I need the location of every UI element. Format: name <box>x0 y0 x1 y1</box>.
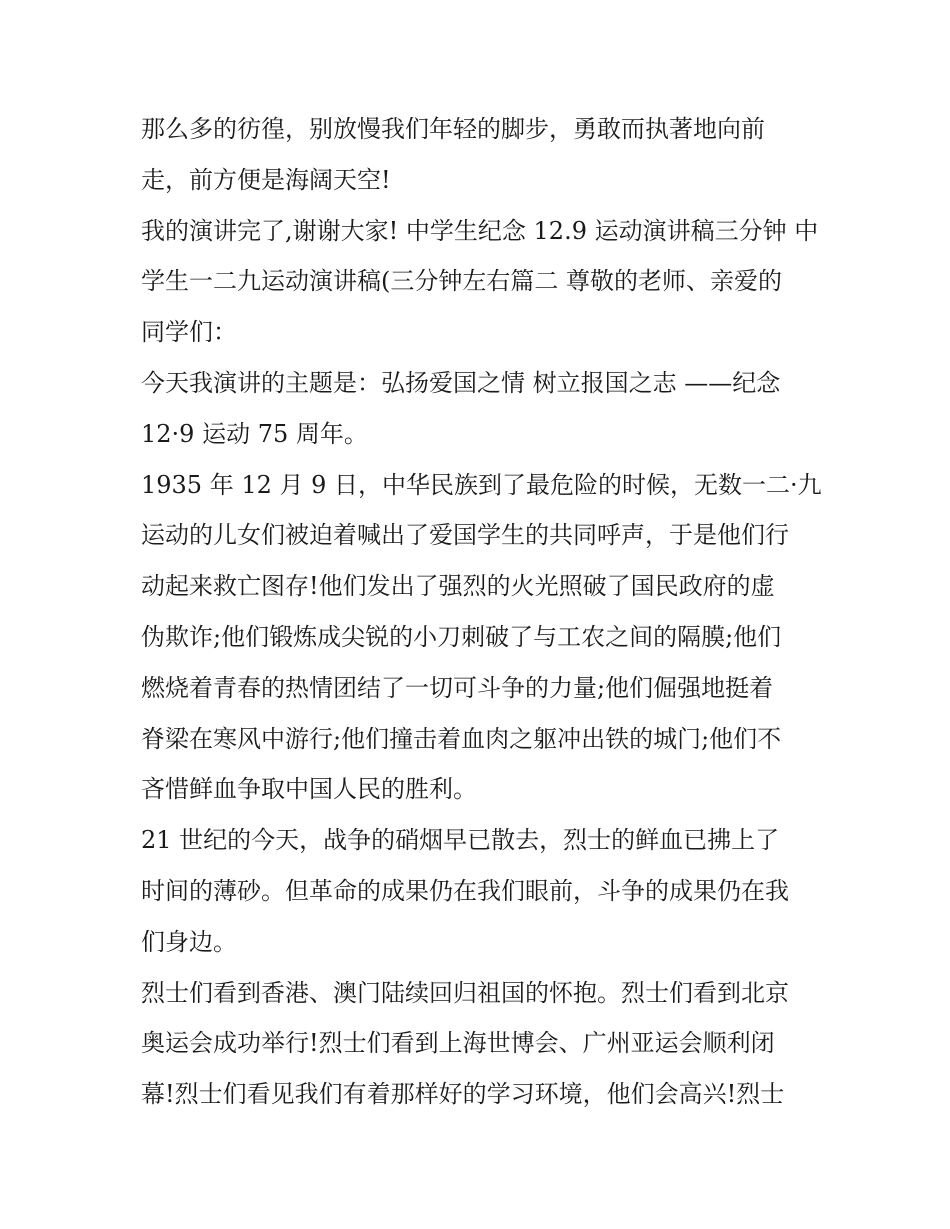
text-line: 今天我演讲的主题是：弘扬爱国之情 树立报国之志 ——纪念 <box>141 368 781 397</box>
text-line: 同学们： <box>141 318 237 347</box>
text-line: 12·9 运动 75 周年。 <box>141 419 368 448</box>
text-line: 走，前方便是海阔天空! <box>141 165 391 194</box>
text-line: 吝惜鲜血争取中国人民的胜利。 <box>141 775 477 804</box>
speech-text-body <box>141 104 821 1120</box>
text-line: 1935 年 12 月 9 日，中华民族到了最危险的时候，无数一二·九 <box>141 470 822 499</box>
text-line: 们身边。 <box>141 927 237 956</box>
text-line: 烈士们看到香港、澳门陆续回归祖国的怀抱。烈士们看到北京 <box>141 978 789 1007</box>
text-line: 燃烧着青春的热情团结了一切可斗争的力量;他们倔强地挺着 <box>141 673 774 702</box>
text-line: 21 世纪的今天，战争的硝烟早已散去，烈士的鲜血已拂上了 <box>141 826 780 855</box>
text-line: 时间的薄砂。但革命的成果仍在我们眼前，斗争的成果仍在我 <box>141 876 789 905</box>
text-line: 动起来救亡图存!他们发出了强烈的火光照破了国民政府的虚 <box>141 572 775 601</box>
text-line: 脊梁在寒风中游行;他们撞击着血肉之躯冲出铁的城门;他们不 <box>141 724 782 753</box>
text-line: 那么多的彷徨，别放慢我们年轻的脚步，勇敢而执著地向前 <box>141 115 765 143</box>
text-line: 学生一二九运动演讲稿(三分钟左右篇二 尊敬的老师、亲爱的 <box>141 267 782 296</box>
text-line: 幕!烈士们看见我们有着那样好的学习环境，他们会高兴!烈士 <box>141 1080 785 1109</box>
text-line: 运动的儿女们被迫着喊出了爱国学生的共同呼声，于是他们行 <box>141 521 789 550</box>
text-line: 奥运会成功举行!烈士们看到上海世博会、广州亚运会顺利闭 <box>141 1029 775 1058</box>
text-line: 伪欺诈;他们锻炼成尖锐的小刀刺破了与工农之间的隔膜;他们 <box>141 622 782 651</box>
text-line: 我的演讲完了,谢谢大家! 中学生纪念 12.9 运动演讲稿三分钟 中 <box>141 216 819 245</box>
